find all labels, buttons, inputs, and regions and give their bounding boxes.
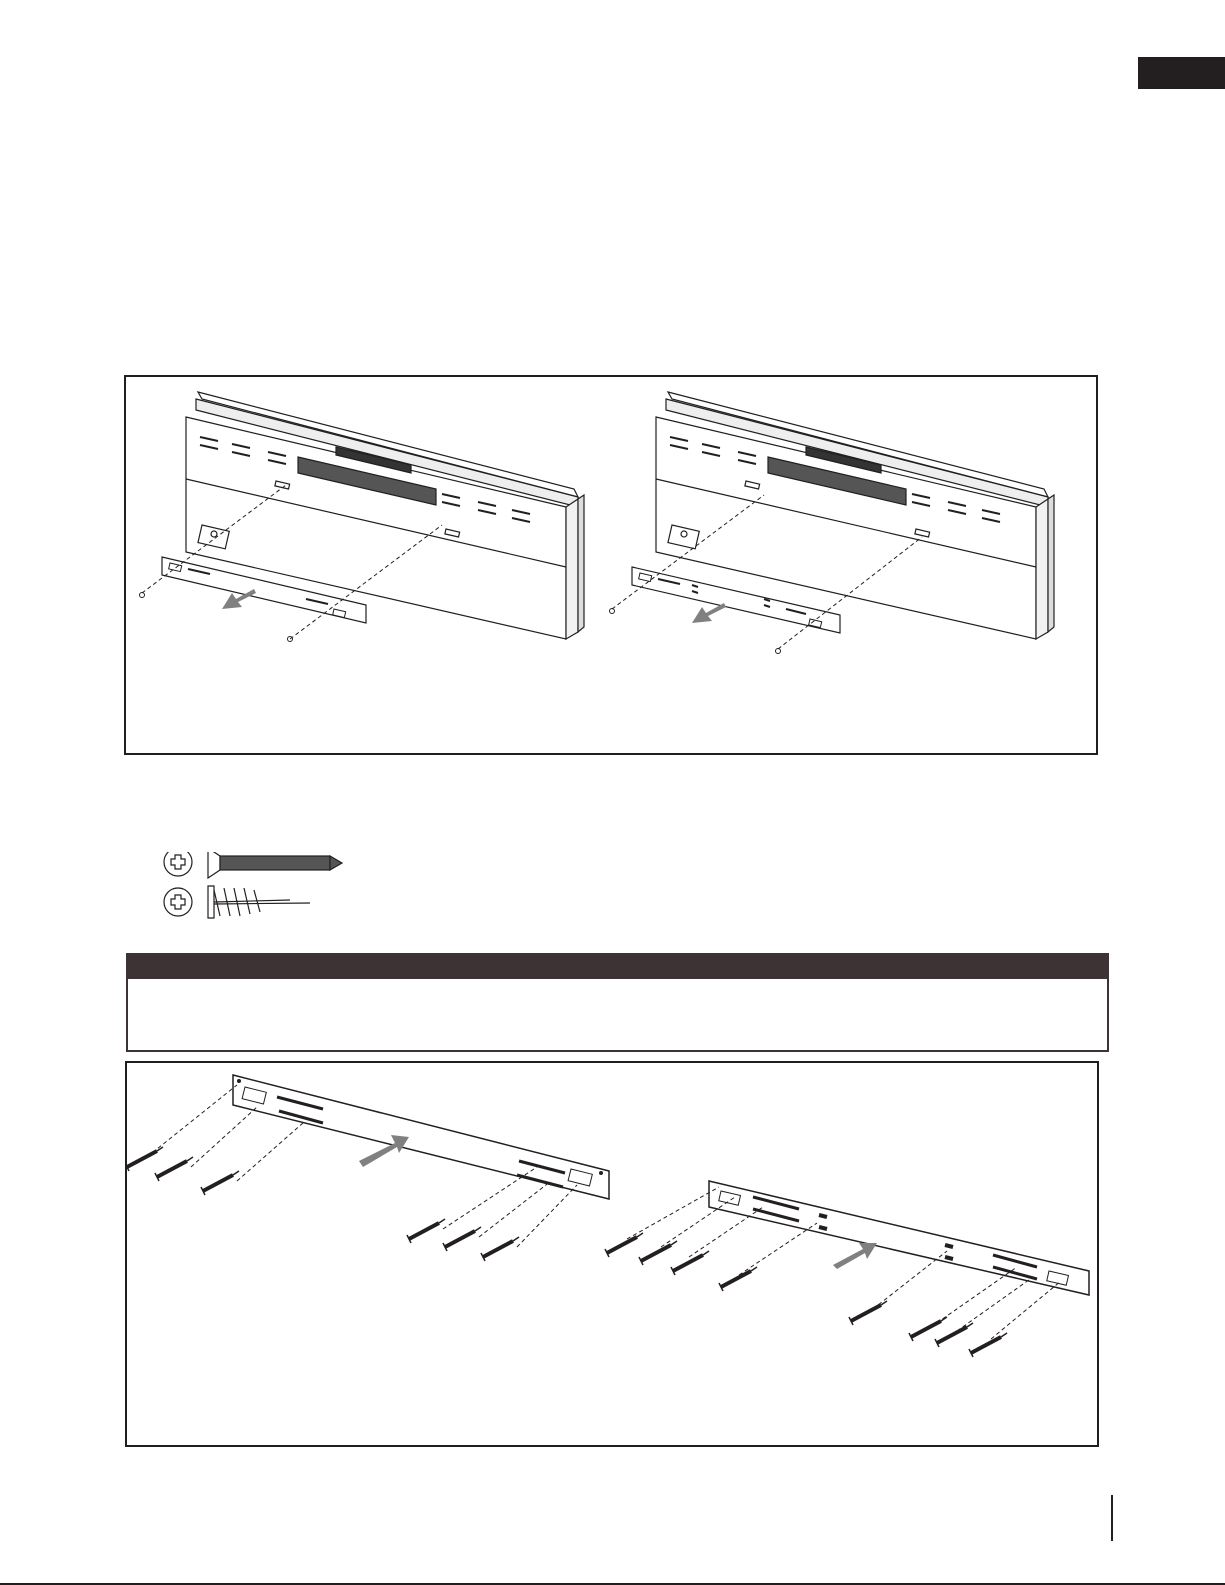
left-mounting-panel (127, 1075, 609, 1261)
right-mounting-panel (605, 1181, 1089, 1357)
hardware-icons (160, 852, 360, 922)
right-removal-panel (610, 392, 1055, 654)
page-number-rule (1111, 1495, 1113, 1541)
bracket-mounting-drawing (127, 1063, 1101, 1449)
left-removal-panel (140, 392, 585, 642)
warning-header (126, 953, 1109, 979)
language-tab (1138, 57, 1225, 89)
bracket-removal-figure (124, 375, 1098, 755)
bracket-mounting-figure (125, 1061, 1099, 1447)
phillips-drywall-anchor-icon (164, 886, 310, 918)
phillips-wood-screw-icon (164, 852, 342, 878)
bracket-removal-drawing (126, 377, 1100, 757)
